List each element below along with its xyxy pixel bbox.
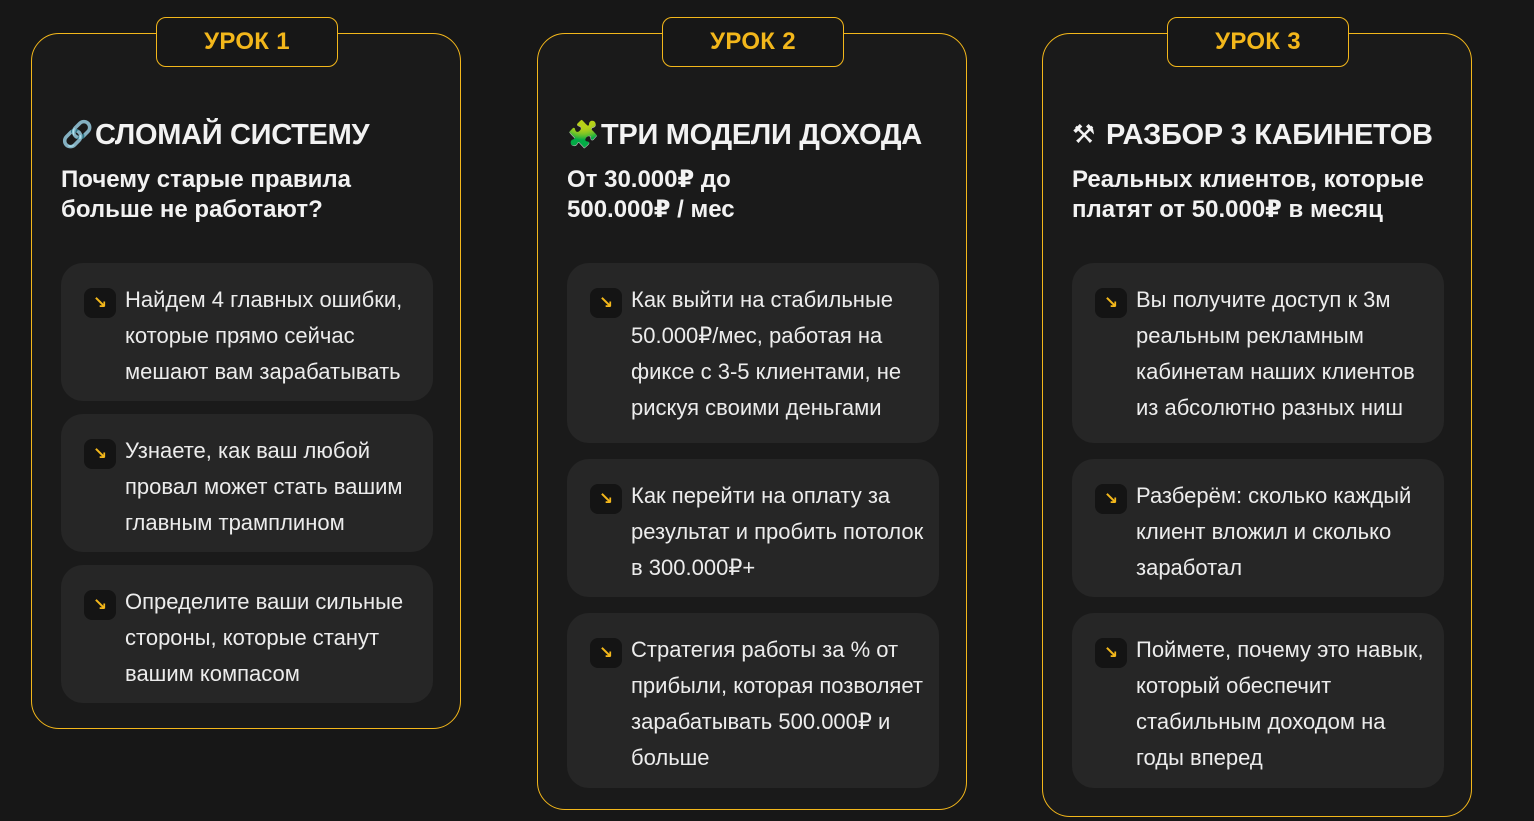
lesson-item-text: Определите ваши сильные стороны, которые станут вашим компасом [125,589,404,686]
lesson-item-text: Разберём: сколько каждый клиент вложил и сколько заработал [1136,483,1412,580]
lesson-item [1072,613,1444,788]
lesson-card-2 [537,28,967,810]
lesson-item [567,459,939,597]
arrow-down-right-icon: ↘ [590,638,622,668]
lesson-subtitle: Почему старые правила больше не работают? [61,166,351,223]
hammer-and-pick-icon: ⚒ [1072,119,1096,149]
puzzle-piece-icon: 🧩 [567,119,600,149]
lesson-title [567,120,954,150]
lesson-item [61,263,433,401]
lesson-title-text: РАЗБОР 3 КАБИНЕТОВ [1106,119,1433,151]
arrow-down-right-icon: ↘ [1095,484,1127,514]
arrow-down-right-icon: ↘ [84,439,116,469]
lesson-item [1072,263,1444,443]
lesson-item [61,565,433,703]
arrow-down-right-icon: ↘ [590,484,622,514]
lesson-item-text: Узнаете, как ваш любой провал может стать вашим главным трамплином [125,438,403,535]
lesson-items [61,263,433,716]
lesson-badge: УРОК 1 [156,17,338,67]
lesson-item [567,263,939,443]
lesson-card-3 [1042,28,1472,817]
lesson-item-text: Как перейти на оплату за результат и пробить потолок в 300.000₽+ [631,483,924,580]
lesson-card-1 [31,28,461,729]
lesson-title-text: ТРИ МОДЕЛИ ДОХОДА [601,119,922,151]
lesson-title-text: СЛОМАЙ СИСТЕМУ [95,119,370,151]
arrow-down-right-icon: ↘ [1095,638,1127,668]
lesson-title [61,120,448,150]
arrow-down-right-icon: ↘ [590,288,622,318]
broken-chain-icon: 🔗 [61,119,94,149]
lesson-subtitle: От 30.000₽ до 500.000₽ / мес [567,166,735,223]
lesson-item-text: Стратегия работы за % от прибыли, которая позволяет зарабатывать 500.000₽ и больше [631,637,923,770]
lesson-badge: УРОК 3 [1167,17,1349,67]
lesson-subtitle: Реальных клиентов, которые платят от 50.000₽ в месяц [1072,166,1424,223]
lesson-badge: УРОК 2 [662,17,844,67]
lesson-item-text: Найдем 4 главных ошибки, которые прямо сейчас мешают вам зарабатывать [125,287,403,384]
lesson-item-text: Как выйти на стабильные 50.000₽/мес, работая на фиксе с 3-5 клиентами, не рискуя своими деньгами [631,287,902,420]
lesson-item-text: Вы получите доступ к 3м реальным рекламным кабинетам наших клиентов из абсолютно разных ниш [1136,287,1415,420]
lesson-item [1072,459,1444,597]
lesson-item-text: Поймете, почему это навык, который обеспечит стабильным доходом на годы вперед [1136,637,1424,770]
lesson-item [567,613,939,788]
arrow-down-right-icon: ↘ [84,288,116,318]
lesson-items [1072,263,1444,804]
lesson-title [1072,120,1459,150]
arrow-down-right-icon: ↘ [1095,288,1127,318]
arrow-down-right-icon: ↘ [84,590,116,620]
lesson-items [567,263,939,804]
lesson-item [61,414,433,552]
